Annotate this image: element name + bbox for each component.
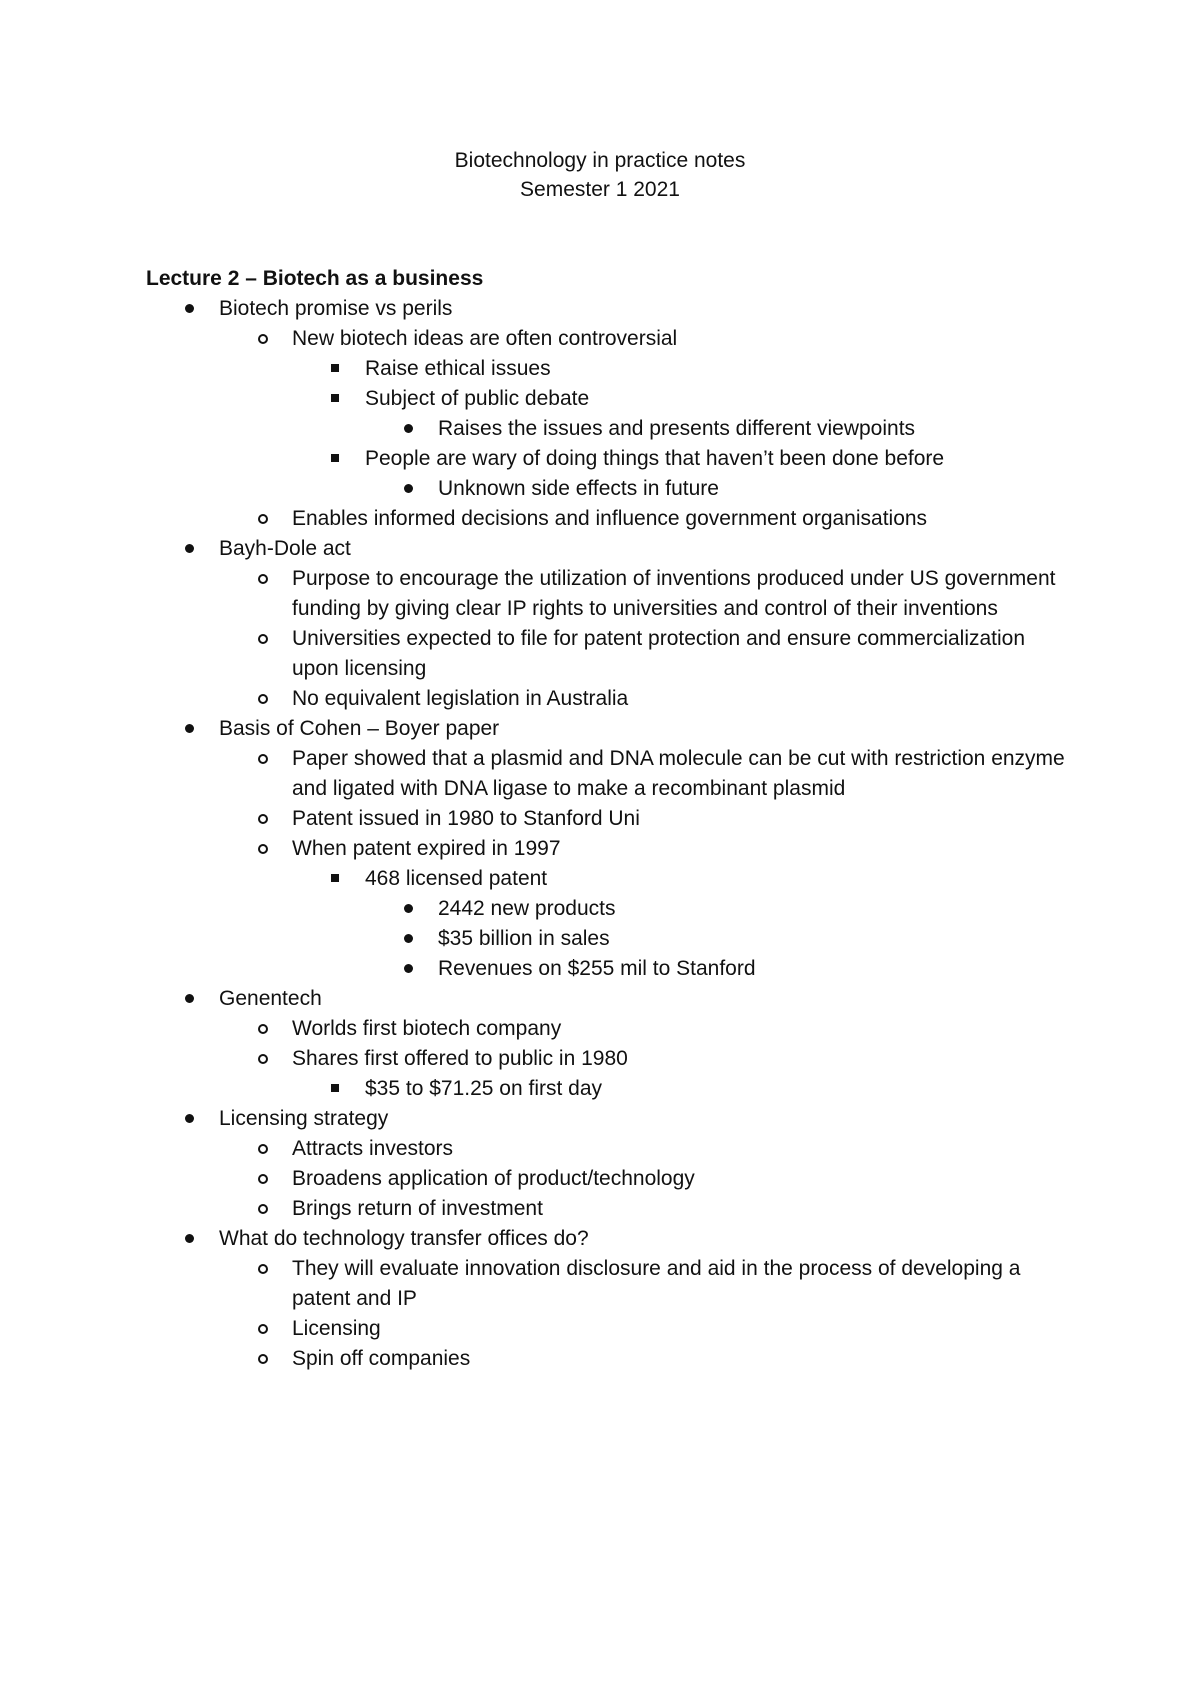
bullet-ring-icon [258, 1174, 268, 1184]
list-item-text: Subject of public debate [365, 387, 590, 410]
notes-outline [146, 294, 1076, 1374]
list-item [146, 1224, 1076, 1374]
list-item-text: Raise ethical issues [365, 357, 551, 380]
bullet-dot-icon [404, 904, 413, 913]
list-item [365, 924, 1076, 954]
bullet-dot-icon [404, 934, 413, 943]
sub-list [219, 1254, 1076, 1374]
list-item [219, 564, 1076, 624]
sub-list [365, 894, 1076, 984]
sub-list [365, 414, 1076, 444]
list-item-text: Attracts investors [292, 1137, 454, 1160]
list-item-text: Universities expected to file for patent protection and ensure commercialization upon licensing [292, 627, 1026, 680]
sub-list [219, 1134, 1076, 1224]
sub-list [219, 744, 1076, 984]
list-item [219, 1314, 1076, 1344]
list-item-text: 2442 new products [438, 897, 616, 920]
list-item-text: Revenues on $255 mil to Stanford [438, 957, 756, 980]
bullet-dot-icon [185, 1114, 194, 1123]
list-item [365, 894, 1076, 924]
bullet-ring-icon [258, 1204, 268, 1214]
list-item-text: Basis of Cohen – Boyer paper [219, 717, 500, 740]
list-item-text: Genentech [219, 987, 322, 1010]
list-item [219, 1044, 1076, 1104]
document-header [0, 146, 1200, 204]
list-item-text: What do technology transfer offices do? [219, 1227, 589, 1250]
bullet-square-icon [331, 364, 339, 372]
bullet-ring-icon [258, 574, 268, 584]
bullet-dot-icon [404, 424, 413, 433]
list-item-text: Raises the issues and presents different viewpoints [438, 417, 916, 440]
list-item-text: People are wary of doing things that haven’t been done before [365, 447, 945, 470]
sub-list [292, 1074, 1076, 1104]
list-item-text: Unknown side effects in future [438, 477, 719, 500]
list-item [219, 1164, 1076, 1194]
list-item-text: 468 licensed patent [365, 867, 548, 890]
bullet-dot-icon [404, 964, 413, 973]
bullet-ring-icon [258, 1024, 268, 1034]
list-item-text: When patent expired in 1997 [292, 837, 561, 860]
sub-list [292, 354, 1076, 504]
list-item-text: Brings return of investment [292, 1197, 543, 1220]
list-item [219, 1194, 1076, 1224]
list-item [219, 744, 1076, 804]
bullet-dot-icon [185, 304, 194, 313]
list-item-text: Paper showed that a plasmid and DNA molecule can be cut with restriction enzyme and ligated with DNA ligase to make a recombinant plasmid [292, 747, 1065, 800]
sub-list [365, 474, 1076, 504]
list-item [292, 1074, 1076, 1104]
sub-list [219, 564, 1076, 714]
bullet-square-icon [331, 454, 339, 462]
list-item-text: $35 billion in sales [438, 927, 610, 950]
bullet-dot-icon [404, 484, 413, 493]
list-item [292, 384, 1076, 444]
list-item [365, 414, 1076, 444]
list-item [219, 624, 1076, 684]
bullet-ring-icon [258, 1054, 268, 1064]
list-item-text: They will evaluate innovation disclosure and aid in the process of developing a patent and IP [292, 1257, 1021, 1310]
list-item-text: Purpose to encourage the utilization of inventions produced under US government funding by giving clear IP rights to universities and control of their inventions [292, 567, 1056, 620]
list-item [365, 954, 1076, 984]
list-item-text: Licensing [292, 1317, 381, 1340]
notes-content [146, 264, 1076, 1374]
bullet-square-icon [331, 1084, 339, 1092]
list-item [365, 474, 1076, 504]
section-heading: Lecture 2 – Biotech as a business [146, 267, 484, 290]
bullet-dot-icon [185, 1234, 194, 1243]
list-item-text: Spin off companies [292, 1347, 471, 1370]
list-item-text: Shares first offered to public in 1980 [292, 1047, 628, 1070]
bullet-ring-icon [258, 334, 268, 344]
document-title: Biotechnology in practice notes [454, 149, 746, 172]
list-item [292, 864, 1076, 984]
list-item-text: No equivalent legislation in Australia [292, 687, 629, 710]
list-item-text: Biotech promise vs perils [219, 297, 453, 320]
list-item [146, 1104, 1076, 1224]
list-item [219, 1344, 1076, 1374]
bullet-dot-icon [185, 994, 194, 1003]
list-item-text: Enables informed decisions and influence government organisations [292, 507, 928, 530]
list-item [219, 834, 1076, 984]
bullet-square-icon [331, 874, 339, 882]
bullet-ring-icon [258, 1144, 268, 1154]
bullet-ring-icon [258, 814, 268, 824]
list-item [146, 294, 1076, 534]
bullet-ring-icon [258, 514, 268, 524]
list-item-text: Bayh-Dole act [219, 537, 351, 560]
list-item [219, 1014, 1076, 1044]
list-item [292, 444, 1076, 504]
list-item-text: Worlds first biotech company [292, 1017, 562, 1040]
list-item [219, 504, 1076, 534]
bullet-ring-icon [258, 634, 268, 644]
sub-list [219, 1014, 1076, 1104]
list-item-text: Patent issued in 1980 to Stanford Uni [292, 807, 640, 830]
list-item-text: $35 to $71.25 on first day [365, 1077, 602, 1100]
list-item [146, 534, 1076, 714]
list-item-text: Broadens application of product/technology [292, 1167, 695, 1190]
bullet-dot-icon [185, 544, 194, 553]
bullet-ring-icon [258, 1264, 268, 1274]
bullet-ring-icon [258, 694, 268, 704]
sub-list [292, 864, 1076, 984]
list-item [219, 1134, 1076, 1164]
bullet-ring-icon [258, 1324, 268, 1334]
list-item [219, 1254, 1076, 1314]
list-item [292, 354, 1076, 384]
list-item [219, 804, 1076, 834]
bullet-ring-icon [258, 1354, 268, 1364]
bullet-dot-icon [185, 724, 194, 733]
bullet-ring-icon [258, 754, 268, 764]
bullet-square-icon [331, 394, 339, 402]
list-item [146, 714, 1076, 984]
list-item-text: New biotech ideas are often controversial [292, 327, 678, 350]
list-item [219, 684, 1076, 714]
list-item-text: Licensing strategy [219, 1107, 389, 1130]
bullet-ring-icon [258, 844, 268, 854]
list-item [146, 984, 1076, 1104]
document-subtitle: Semester 1 2021 [520, 178, 680, 201]
sub-list [219, 324, 1076, 534]
list-item [219, 324, 1076, 504]
